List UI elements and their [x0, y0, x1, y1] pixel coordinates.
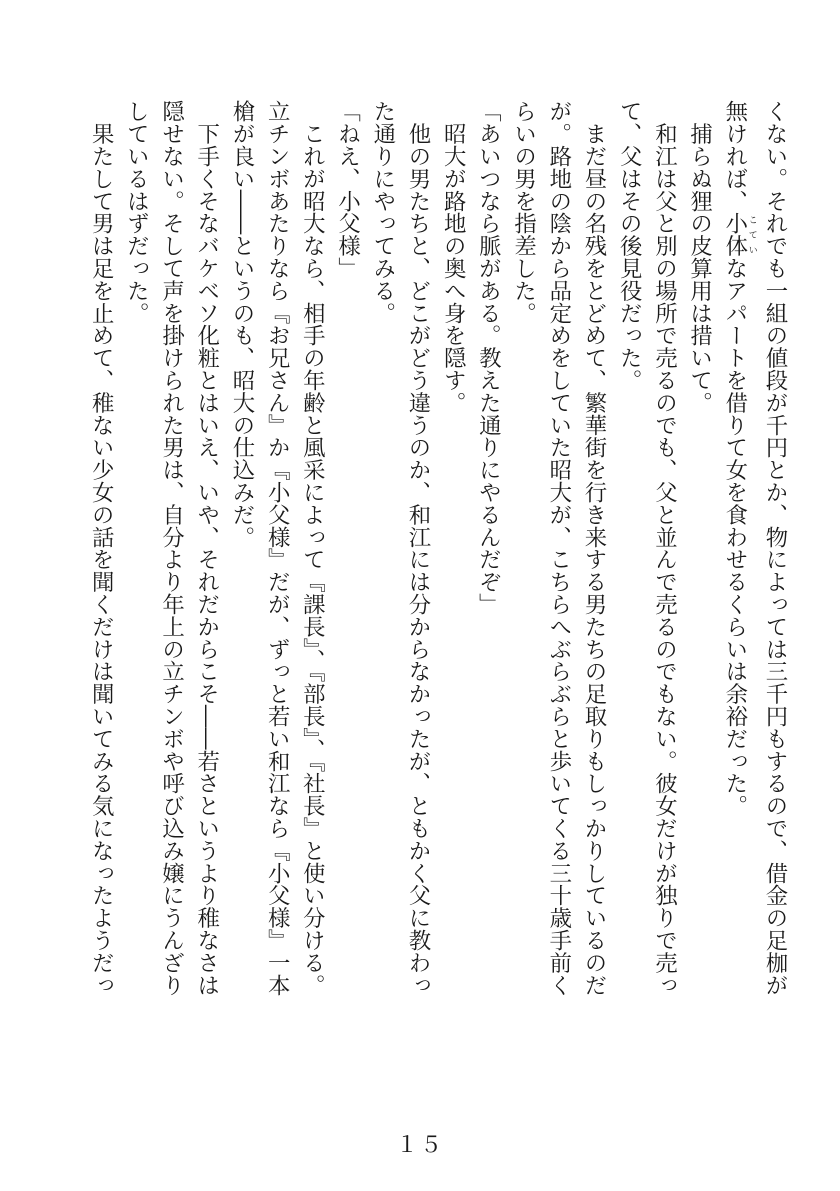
text-line: しているはずだった。 [123, 100, 150, 324]
text-line: これが昭大なら、相手の年齢と風采によって『課長』、『部長』、『社長』と使い分ける。 [299, 100, 326, 996]
text-line: くない。それでも一組の値段が千円とか、物によっては三千円もするので、借金の足枷が [762, 100, 788, 996]
ruby-base: 小体 [721, 212, 748, 257]
text-line: まだ昼の名残をとどめて、繁華街を行き来する男たちの足取りもしっかりしているのだ [580, 100, 607, 996]
ruby-word [721, 212, 757, 257]
text-line: て、父はその後見役だった。 [616, 100, 643, 392]
text-line: 捕らぬ狸の皮算用は措いて。 [686, 100, 713, 414]
text-line: た通りにやってみる。 [369, 100, 396, 324]
text-line: 「あいつなら脈がある。教えた通りにやるんだぞ」 [475, 100, 502, 616]
vertical-text-body [32, 100, 792, 1030]
text-line: 槍が良い――というのも、昭大の仕込みだ。 [228, 100, 255, 548]
text-line: 果たして男は足を止めて、稚ない少女の話を聞くだけは聞いてみる気になったようだっ [88, 100, 115, 996]
text-line: 他の男たちと、どこがどう違うのか、和江には分からなかったが、ともかく父に教わっ [404, 100, 431, 996]
ruby-reading: こてい [746, 212, 757, 257]
text-line: らいの男を指差した。 [510, 100, 537, 324]
text-line: が。路地の陰から品定めをしていた昭大が、こちらへぶらぶらと歩いてくる三十歳手前く [545, 100, 572, 996]
text-segment: なアパートを借りて女を食わせるくらいは余裕だった。 [721, 256, 748, 817]
text-line: 隠せない。そして声を掛けられた男は、自分より年上の立チンボや呼び込み嬢にうんざり [158, 100, 185, 996]
text-line: 昭大が路地の奥へ身を隠す。 [440, 100, 467, 414]
text-line: 和江は父と別の場所で売るのでも、父と並んで売るのでもない。彼女だけが独りで売っ [651, 100, 678, 996]
text-line [717, 100, 757, 1030]
text-line: 下手くそなバケベソ化粧とはいえ、いや、それだからこそ――若さというより稚なさは [193, 100, 220, 996]
text-line: 「ねえ、小父様」 [334, 100, 361, 280]
page-number: １５ [395, 1133, 444, 1158]
text-segment: 無ければ、 [721, 100, 748, 212]
text-line: 立チンボあたりなら『お兄さん』か『小父様』だが、ずっと若い和江なら『小父様』一本 [264, 100, 291, 996]
